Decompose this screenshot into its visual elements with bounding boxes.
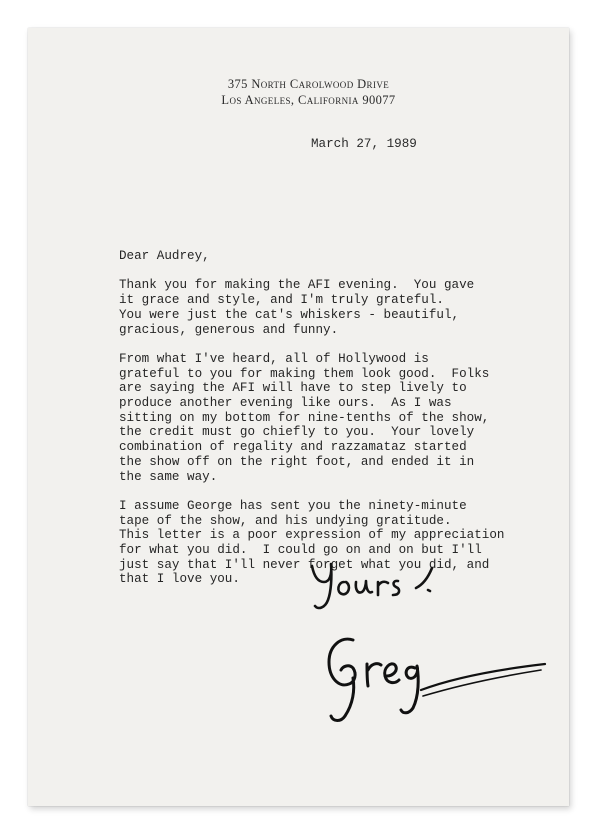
letter-page: [28, 28, 569, 806]
body-line: are saying the AFI will have to step lively to: [119, 381, 467, 396]
body-line: for what you did. I could go on and on but I'll: [119, 543, 482, 558]
body-line: the show off on the right foot, and ended it in: [119, 454, 475, 469]
paragraph-1: [119, 278, 539, 337]
body-line: the credit must go chiefly to you. Your lovely: [119, 425, 475, 440]
letter-date: March 27, 1989: [311, 137, 417, 151]
letterhead-city: Los Angeles, California 90077: [221, 93, 396, 107]
body-line: grateful to you for making them look good. Folks: [119, 366, 490, 381]
handwritten-closing: [298, 548, 468, 628]
body-line: that I love you.: [119, 572, 240, 587]
body-line: produce another evening like ours. As I was: [119, 396, 452, 410]
body-line: gracious, generous and funny.: [119, 322, 339, 337]
body-line: sitting on my bottom for nine-tenths of the show,: [119, 410, 490, 425]
salutation: Dear Audrey,: [119, 249, 210, 263]
letterhead-street: 375 North Carolwood Drive: [227, 77, 390, 91]
body-line: it grace and style, and I'm truly grateful.: [119, 293, 444, 308]
body-line: Thank you for making the AFI evening. You gave: [119, 278, 475, 293]
body-line: just say that I'll never forget what you did, and: [119, 557, 490, 572]
body-line: This letter is a poor expression of my appreciation: [119, 528, 505, 543]
paragraph-2: [119, 352, 539, 484]
body-line: You were just the cat's whiskers - beautiful,: [119, 307, 460, 322]
body-line: tape of the show, and his undying gratitude.: [119, 513, 452, 528]
letter-body: [119, 249, 539, 587]
body-line: I assume George has sent you the ninety-minute: [119, 498, 467, 513]
body-line: From what I've heard, all of Hollywood is: [119, 351, 429, 366]
body-line: combination of regality and razzamataz started: [119, 440, 467, 455]
letterhead-address: [28, 76, 569, 108]
handwritten-signature: [313, 618, 563, 738]
body-line: the same way.: [119, 469, 218, 484]
